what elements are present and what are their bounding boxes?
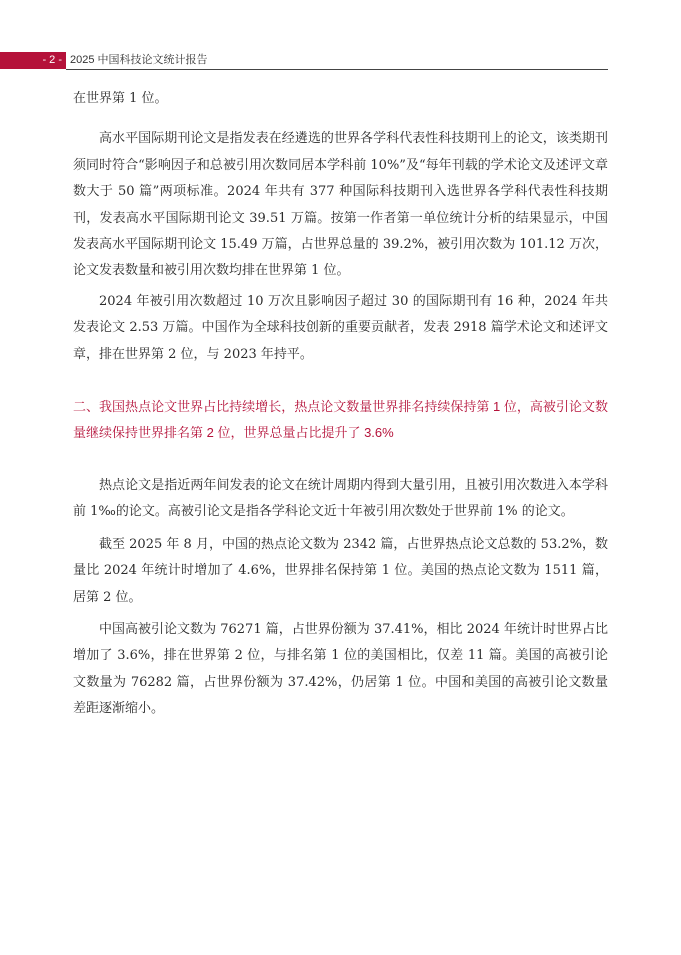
page-body: [73, 86, 608, 723]
paragraph-continued: 在世界第 1 位。: [73, 91, 168, 106]
paragraph-journals-2024: 2024 年被引用次数超过 10 万次且影响因子超过 30 的国际期刊有 16 种，2024 年共发表论文 2.53 万篇。中国作为全球科技创新的重要贡献者，发表 2918 篇学术论文和述评文章，排在世界第 2 位，与 2023 年持平。: [73, 293, 608, 362]
section-heading: 二、我国热点论文世界占比持续增长，热点论文数量世界排名持续保持第 1 位，高被引论文数量继续保持世界排名第 2 位，世界总量占比提升了 3.6%: [73, 399, 608, 441]
report-title: 2025 中国科技论文统计报告: [70, 54, 208, 66]
page-header: [0, 52, 681, 70]
paragraph-hot-papers: 截至 2025 年 8 月，中国的热点论文数为 2342 篇，占世界热点论文总数的 53.2%，数量比 2024 年统计时增加了 4.6%，世界排名保持第 1 位。美国的热点论文数为 1511 篇，居第 2 位。: [73, 536, 608, 605]
page-number-badge: - 2 -: [0, 52, 66, 69]
paragraph-highly-cited: 中国高被引论文数为 76271 篇，占世界份额为 37.41%，相比 2024 年统计时世界占比增加了 3.6%，排在世界第 2 位，与排名第 1 位的美国相比，仅差 11 篇。美国的高被引论文数量为 76282 篇，占世界份额为 37.42%，仍居第 1 位。中国和美国的高被引论文数量差距逐渐缩小。: [73, 621, 608, 717]
header-divider: [66, 69, 608, 70]
paragraph-high-level-journals: 高水平国际期刊论文是指发表在经遴选的世界各学科代表性科技期刊上的论文，该类期刊须同时符合“影响因子和总被引用次数同居本学科前 10%”及“每年刊载的学术论文及述评文章数大于 50 篇”两项标准。2024 年共有 377 种国际科技期刊入选世界各学科代表性科技期刊，发表高水平国际期刊论文 39.51 万篇。按第一作者第一单位统计分析的结果显示，中国发表高水平国际期刊论文 15.49 万篇，占世界总量的 39.2%，被引用次数为 101.12 万次，论文发表数量和被引用次数均排在世界第 1 位。: [73, 131, 608, 279]
paragraph-definitions: 热点论文是指近两年间发表的论文在统计周期内得到大量引用，且被引用次数进入本学科前 1‰的论文。高被引论文是指各学科论文近十年被引用次数处于世界前 1% 的论文。: [73, 477, 608, 520]
